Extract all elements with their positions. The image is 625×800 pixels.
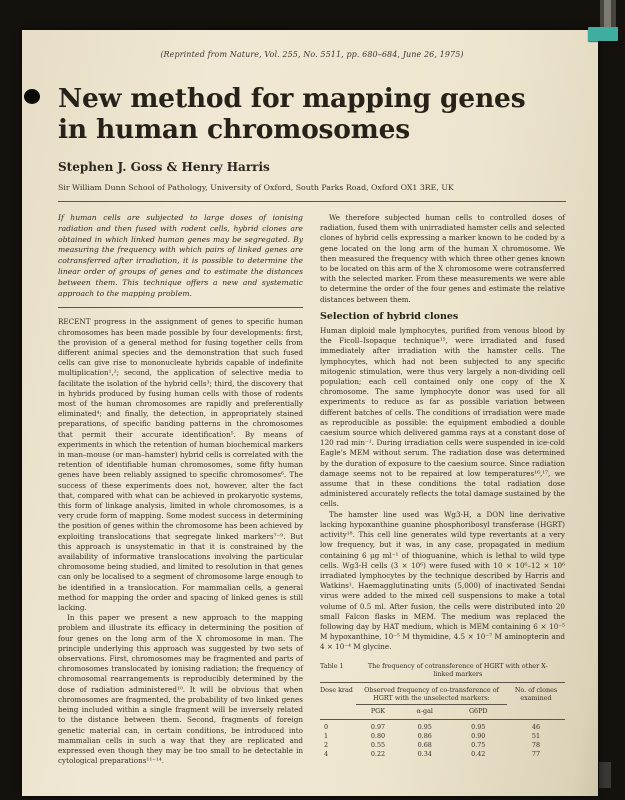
table-row — [320, 750, 565, 759]
teal-index-tab — [588, 27, 618, 41]
cell-clones: 46 — [507, 719, 565, 732]
col-header-agal: α-gal — [416, 706, 433, 715]
left-column — [58, 213, 303, 796]
cell-pgk: 0.97 — [356, 719, 400, 732]
table-row — [320, 719, 565, 732]
cell-agal: 0.34 — [417, 750, 432, 759]
cell-agal: 0.95 — [400, 719, 450, 732]
cell-g6pd: 0.90 — [471, 731, 486, 740]
two-column-body — [58, 213, 566, 796]
col-header-dose: Dose krad — [320, 682, 356, 719]
section-heading-selection: Selection of hybrid clones — [320, 310, 459, 322]
cell-g6pd: 0.75 — [471, 740, 486, 749]
paragraph-in-this-paper: In this paper we present a new approach to the mapping problem and illustrate its efficacy in determining the position of four genes on the long arm of the X chromosome in man. The principle underlying this approach was suggested by two sets of observations. First, chromosomes may be fragmented and parts of chromosomes translocated by ionising radiation; the frequency of chromosomal rearrangements is reproducibly determined by the dose of radiation administered¹⁰. It will be obvious that when chromosomes are fragmented, the probability of two linked genes being included within a single fragment will be inversely related to the distance between them. Second, fragments of foreign genetic material can, in certain conditions, be introduced into mammalian cells in such a way that they are replicated and expressed even though they may be too small to be detectable in cytological preparations¹¹⁻¹⁴. — [58, 613, 303, 766]
reprint-line: (Reprinted from Nature, Vol. 255, No. 5511, pp. 680–684, June 26, 1975) — [160, 50, 464, 59]
cell-g6pd: 0.95 — [450, 719, 507, 732]
col-header-pgk: PGK — [370, 706, 386, 715]
paragraph-recent-progress: RECENT progress in the assignment of genes to specific human chromosomes has been made possible by four developments: first, the provision of a general method for fusing together cells from different animal species and the demonstration that such fused cells can give rise to mononucleate hybrids capable of indefinite multiplication¹,²; second, the application of selective media to facilitate the isolation of the hybrid cells³; third, the discovery that in hybrids produced by fusing human cells with those of rodents most of the human chromosomes are rapidly and preferentially eliminated⁴; and finally, the detection, in appropriately stained preparations, of specific banding patterns in the chromosomes that permit their accurate identification⁵. By means of experiments in which the retention of human biochemical markers in man–mouse (or man–hamster) hybrid cells is correlated with the retention of identifiable human chromosomes, some fifty human genes have been reliably assigned to specific chromosomes⁶. The success of these experiments does not, however, alter the fact that, compared with what can be achieved in prokaryotic systems, this form of linkage analysis, limited in whole chromosomes, is a very crude form of mapping. Some modest success in determining the position of genes within the chromosome has been achieved by exploiting translocations that segregate linked markers⁷⁻⁹. But this approach is unsystematic in that it is constrained by the availability of informative translocations involving the particular chromosome being studied, and limited to resolution in that genes can only be localised to a segment of chromosome large enough to be identified in a translocation. For mammalian cells, a general method for mapping the order and spacing of linked genes is still lacking. — [58, 317, 303, 613]
cell-clones: 78 — [531, 740, 541, 749]
table-1-header — [320, 682, 565, 719]
cell-agal: 0.86 — [417, 731, 432, 740]
cell-pgk: 0.80 — [370, 731, 386, 740]
table-1-body — [320, 719, 565, 759]
table-1-block — [320, 662, 565, 760]
cell-dose: 2 — [324, 740, 329, 749]
cotransference-table — [320, 682, 565, 760]
cell-g6pd: 0.42 — [471, 750, 486, 759]
cell-pgk: 0.55 — [370, 740, 386, 749]
abstract: If human cells are subjected to large doses of ionising radiation and then fused with rodent cells, hybrid clones are obtained in which linked human genes may be segregated. By measuring the frequency with which pairs of linked genes are cotransferred after irradiation, it is possible to determine the linear order of groups of genes and to estimate the distances between them. This technique offers a new and systematic approach to the mapping problem. — [58, 213, 303, 308]
cell-agal: 0.68 — [417, 740, 432, 749]
right-column — [320, 213, 565, 796]
affiliation-line: Sir William Dunn School of Pathology, University of Oxford, South Parks Road, Oxford OX1 3RE, UK — [58, 183, 454, 192]
col-header-clones: No. of clones examined — [507, 682, 565, 719]
col-group-header: Observed frequency of co-transference of HGRT with the unselected markers: — [356, 682, 507, 704]
table-row — [320, 732, 565, 741]
table-1-caption-text: The frequency of cotransference of HGRT with other X-linked markers — [367, 661, 548, 679]
table-1-caption — [320, 662, 565, 679]
cell-clones: 51 — [531, 731, 541, 740]
hole-punch — [24, 89, 40, 104]
header-divider — [58, 201, 566, 202]
binding-edge-highlight — [604, 0, 611, 28]
paragraph-lymphocytes: Human diploid male lymphocytes, purified from venous blood by the Ficoll–Isopaque technique¹⁵, were irradiated and fused immediately after irradiation with the hamster cells. The lymphocytes, which had not been subjected to any specific mitogenic stimulation, were thus very largely a non-dividing cell population; each cell contained only one copy of the X chromosome. The same lymphocyte donor was used for all experiments to reduce as far as possible variation between different batches of cells. The conditions of irradiation were made as reproducible as possible: the equipment embodied a double caesium source which delivered gamma rays at a constant dose of 120 rad min⁻¹. During irradiation cells were suspended in ice-cold Eagle's MEM without serum. The radiation dose was determined by the duration of exposure to the caesium source. Since radiation damage seems not to be repaired at low temperatures¹⁶,¹⁷, we assume that in these conditions the total radiation dose administered accurately reflects the total damage sustained by the cells. — [320, 326, 565, 509]
col-header-g6pd: G6PD — [468, 706, 488, 715]
cell-pgk: 0.22 — [370, 750, 386, 759]
next-page-corner — [599, 762, 611, 788]
paragraph-hamster-line: The hamster line used was Wg3-H, a DON line derivative lacking hypoxanthine guanine phosphoribosyl transferase (HGRT) activity¹⁸. This cell line generates wild type revertants at a very low frequency, but it was, in any case, propagated in medium containing 6 μg ml⁻¹ of thioguanine, which is lethal to wild type cells. Wg3-H cells (3 × 10⁶) were fused with 10 × 10⁶–12 × 10⁶ irradiated lymphocytes by the technique described by Harris and Watkins¹. Haemagglutinating units (5,000) of inactivated Sendai virus were added to the mixed cell suspensions to make a total volume of 0.5 ml. After fusion, the cells were distributed into 20 small Falcon flasks in MEM. The medium was replaced the following day by HAT medium, which is MEM containing 6 × 10⁻⁵ M hypoxanthine, 10⁻⁵ M thymidine, 4.5 × 10⁻⁷ M aminopterin and 4 × 10⁻⁴ M glycine. — [320, 509, 565, 652]
cell-clones: 77 — [531, 750, 541, 759]
authors-line: Stephen J. Goss & Henry Harris — [58, 160, 270, 174]
cell-dose: 1 — [324, 731, 329, 740]
cell-dose: 0 — [320, 719, 356, 732]
paragraph-we-therefore: We therefore subjected human cells to controlled doses of radiation, fused them with unirradiated hamster cells and selected clones of hybrid cells expressing a marker known to be coded by a gene located on the long arm of the human X chromosome. We then measured the frequency with which three other genes known to be located on this arm of the X chromosome were cotransferred with the selected marker. From these measurements we were able to determine the order of the four genes and estimate the relative distances between them. — [320, 213, 565, 304]
cell-dose: 4 — [324, 750, 329, 759]
table-row — [320, 741, 565, 750]
article-title: New method for mapping genes in human chromosomes — [58, 83, 526, 145]
paper-page — [22, 30, 598, 796]
table-1-caption-label: Table 1 — [320, 661, 344, 670]
